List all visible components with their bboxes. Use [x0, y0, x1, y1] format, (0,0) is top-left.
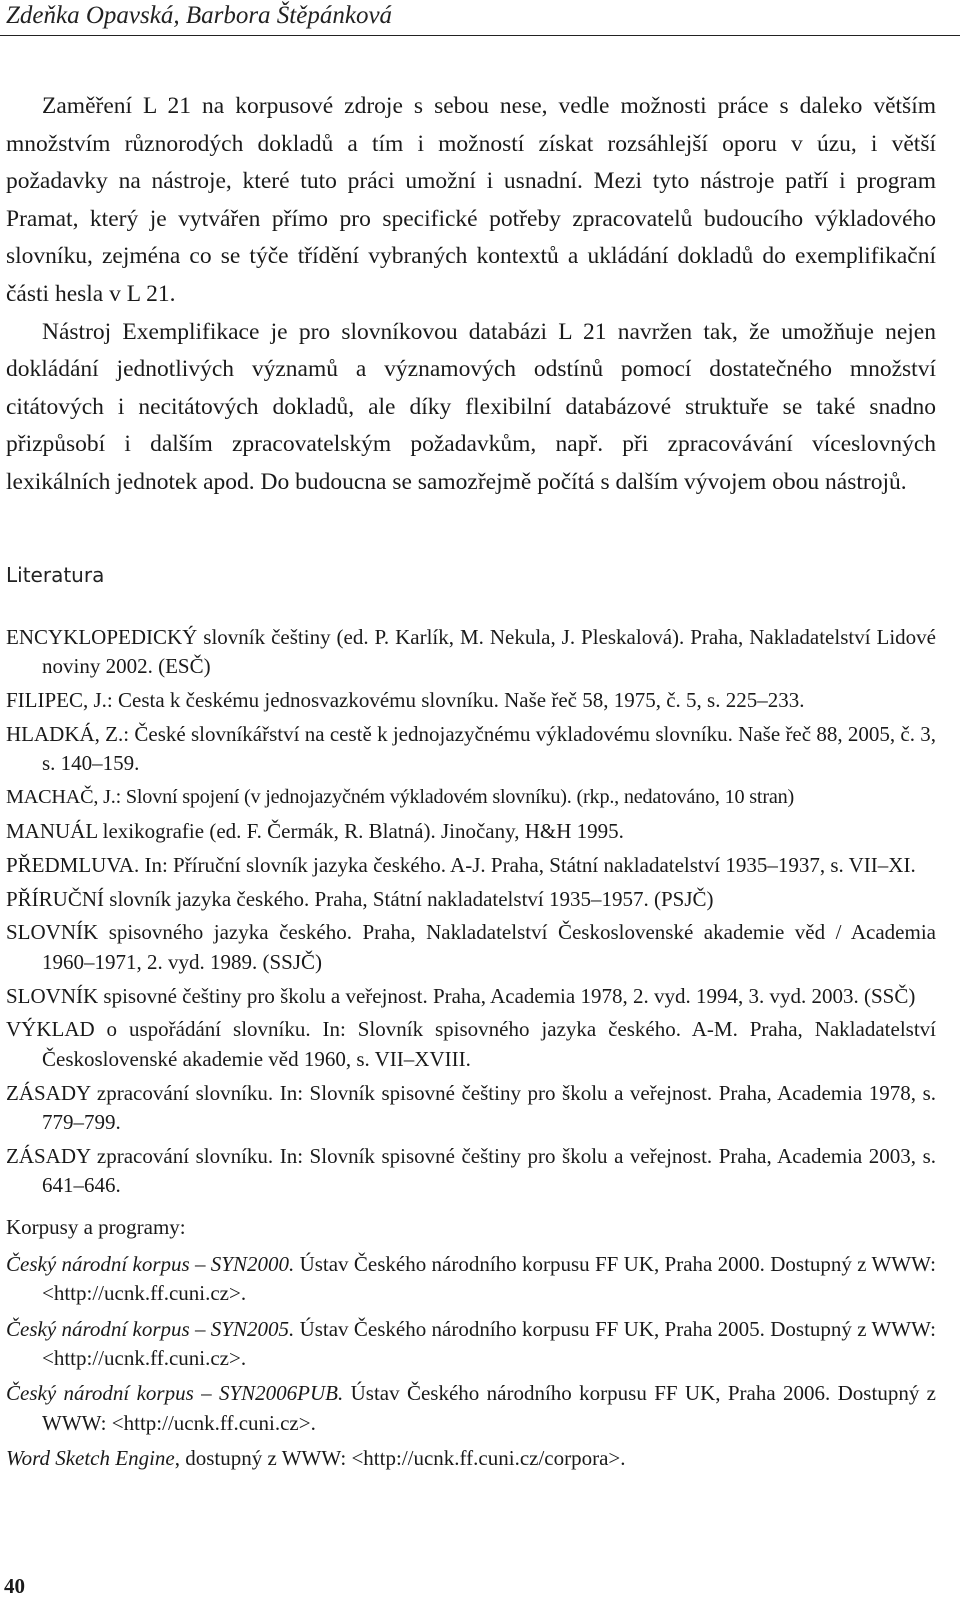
reference-list [6, 623, 936, 1479]
running-header: Zdeňka Opavská, Barbora Štěpánková [6, 2, 393, 29]
corpus-item [6, 1379, 936, 1438]
reference-item: SLOVNÍK spisovné češtiny pro školu a veřejnost. Praha, Academia 1978, 2. vyd. 1994, 3. vyd. 2003. (SSČ) [6, 983, 916, 1008]
reference-item: PŘÍRUČNÍ slovník jazyka českého. Praha, Státní nakladatelství 1935–1957. (PSJČ) [6, 886, 714, 911]
main-text [6, 88, 936, 502]
corpus-item [6, 1250, 936, 1309]
reference-item: HLADKÁ, Z.: České slovníkářství na cestě k jednojazyčnému výkladovému slovníku. Naše řeč 88, 2005, č. 3, s. 140–159. [6, 722, 936, 776]
corpus-item [6, 1444, 936, 1473]
page-number: 40 [4, 1574, 25, 1598]
reference-item: PŘEDMLUVA. In: Příruční slovník jazyka českého. A-J. Praha, Státní nakladatelství 1935–1937, s. VII–XI. [6, 852, 916, 877]
reference-item: FILIPEC, J.: Cesta k českému jednosvazkovému slovníku. Naše řeč 58, 1975, č. 5, s. 225–233. [6, 688, 805, 713]
reference-item: MACHAČ, J.: Slovní spojení (v jednojazyčném výkladovém slovníku). (rkp., nedatováno, 10 stran) [6, 786, 795, 809]
paragraph: Nástroj Exemplifikace je pro slovníkovou databázi L 21 navržen tak, že umožňuje nejen dokládání jednotlivých významů a významových odstínů pomocí dostatečného množství citátových i necitátových dokladů, ale díky flexibilní databázové struktuře se také snadno přizpůsobí i dalším zpracovatelským požadavkům, např. při zpracovávání víceslovných lexikálních jednotek apod. Do budoucna se samozřejmě počítá s dalším vývojem obou nástrojů. [6, 318, 936, 495]
reference-item: MANUÁL lexikografie (ed. F. Čermák, R. Blatná). Jinočany, H&H 1995. [6, 819, 624, 843]
reference-item: ZÁSADY zpracování slovníku. In: Slovník spisovné češtiny pro školu a veřejnost. Praha, Academia 1978, s. 779–799. [6, 1080, 936, 1134]
corpus-details: , dostupný z WWW: <http://ucnk.ff.cuni.cz/corpora>. [174, 1445, 626, 1470]
corpus-item [6, 1315, 936, 1374]
paragraph: Zaměření L 21 na korpusové zdroje s sebou nese, vedle možnosti práce s daleko větším množstvím různorodých dokladů a tím i možností získat rozsáhlejší oporu v úzu, i větší požadavky na nástroje, které tuto práci umožní i usnadní. Mezi tyto nástroje patří i program Pramat, který je vytvářen přímo pro specifické potřeby zpracovatelů budoucího výkladového slovníku, zejména co se týče třídění vybraných kontextů a ukládání dokladů do exemplifikační části hesla v L 21. [6, 93, 936, 307]
corpus-title: Český národní korpus – SYN2005. [6, 1316, 295, 1341]
corpora-title: Korpusy a programy: [6, 1214, 186, 1239]
reference-item: ENCYKLOPEDICKÝ slovník češtiny (ed. P. Karlík, M. Nekula, J. Pleskalová). Praha, Nakladatelství Lidové noviny 2002. (ESČ) [6, 625, 936, 679]
corpus-title: Český národní korpus – SYN2006PUB. [6, 1381, 344, 1406]
corpus-title: Český národní korpus – SYN2000. [6, 1252, 295, 1277]
corpus-details: Ústav Českého národního korpusu FF UK, Praha 2005. Dostupný z WWW: <http://ucnk.ff.cuni.cz>. [42, 1316, 936, 1371]
corpus-title: Word Sketch Engine [6, 1445, 175, 1470]
corpus-details: Ústav Českého národního korpusu FF UK, Praha 2006. Dostupný z WWW: <http://ucnk.ff.cuni.cz>. [42, 1381, 937, 1435]
corpora-section [6, 1213, 936, 1474]
header-rule [0, 35, 960, 36]
reference-item: ZÁSADY zpracování slovníku. In: Slovník spisovné češtiny pro školu a veřejnost. Praha, Academia 2003, s. 641–646. [6, 1143, 936, 1198]
corpus-details: Ústav Českého národního korpusu FF UK, Praha 2000. Dostupný z WWW: <http://ucnk.ff.cuni.cz>. [42, 1252, 936, 1306]
section-title: Literatura [6, 563, 105, 587]
reference-item: SLOVNÍK spisovného jazyka českého. Praha, Nakladatelství Československé akademie věd / Academia 1960–1971, 2. vyd. 1989. (SSJČ) [6, 920, 936, 974]
reference-item: VÝKLAD o uspořádání slovníku. In: Slovník spisovného jazyka českého. A-M. Praha, Nakladatelství Československé akademie věd 1960, s. VII–XVIII. [6, 1017, 936, 1071]
